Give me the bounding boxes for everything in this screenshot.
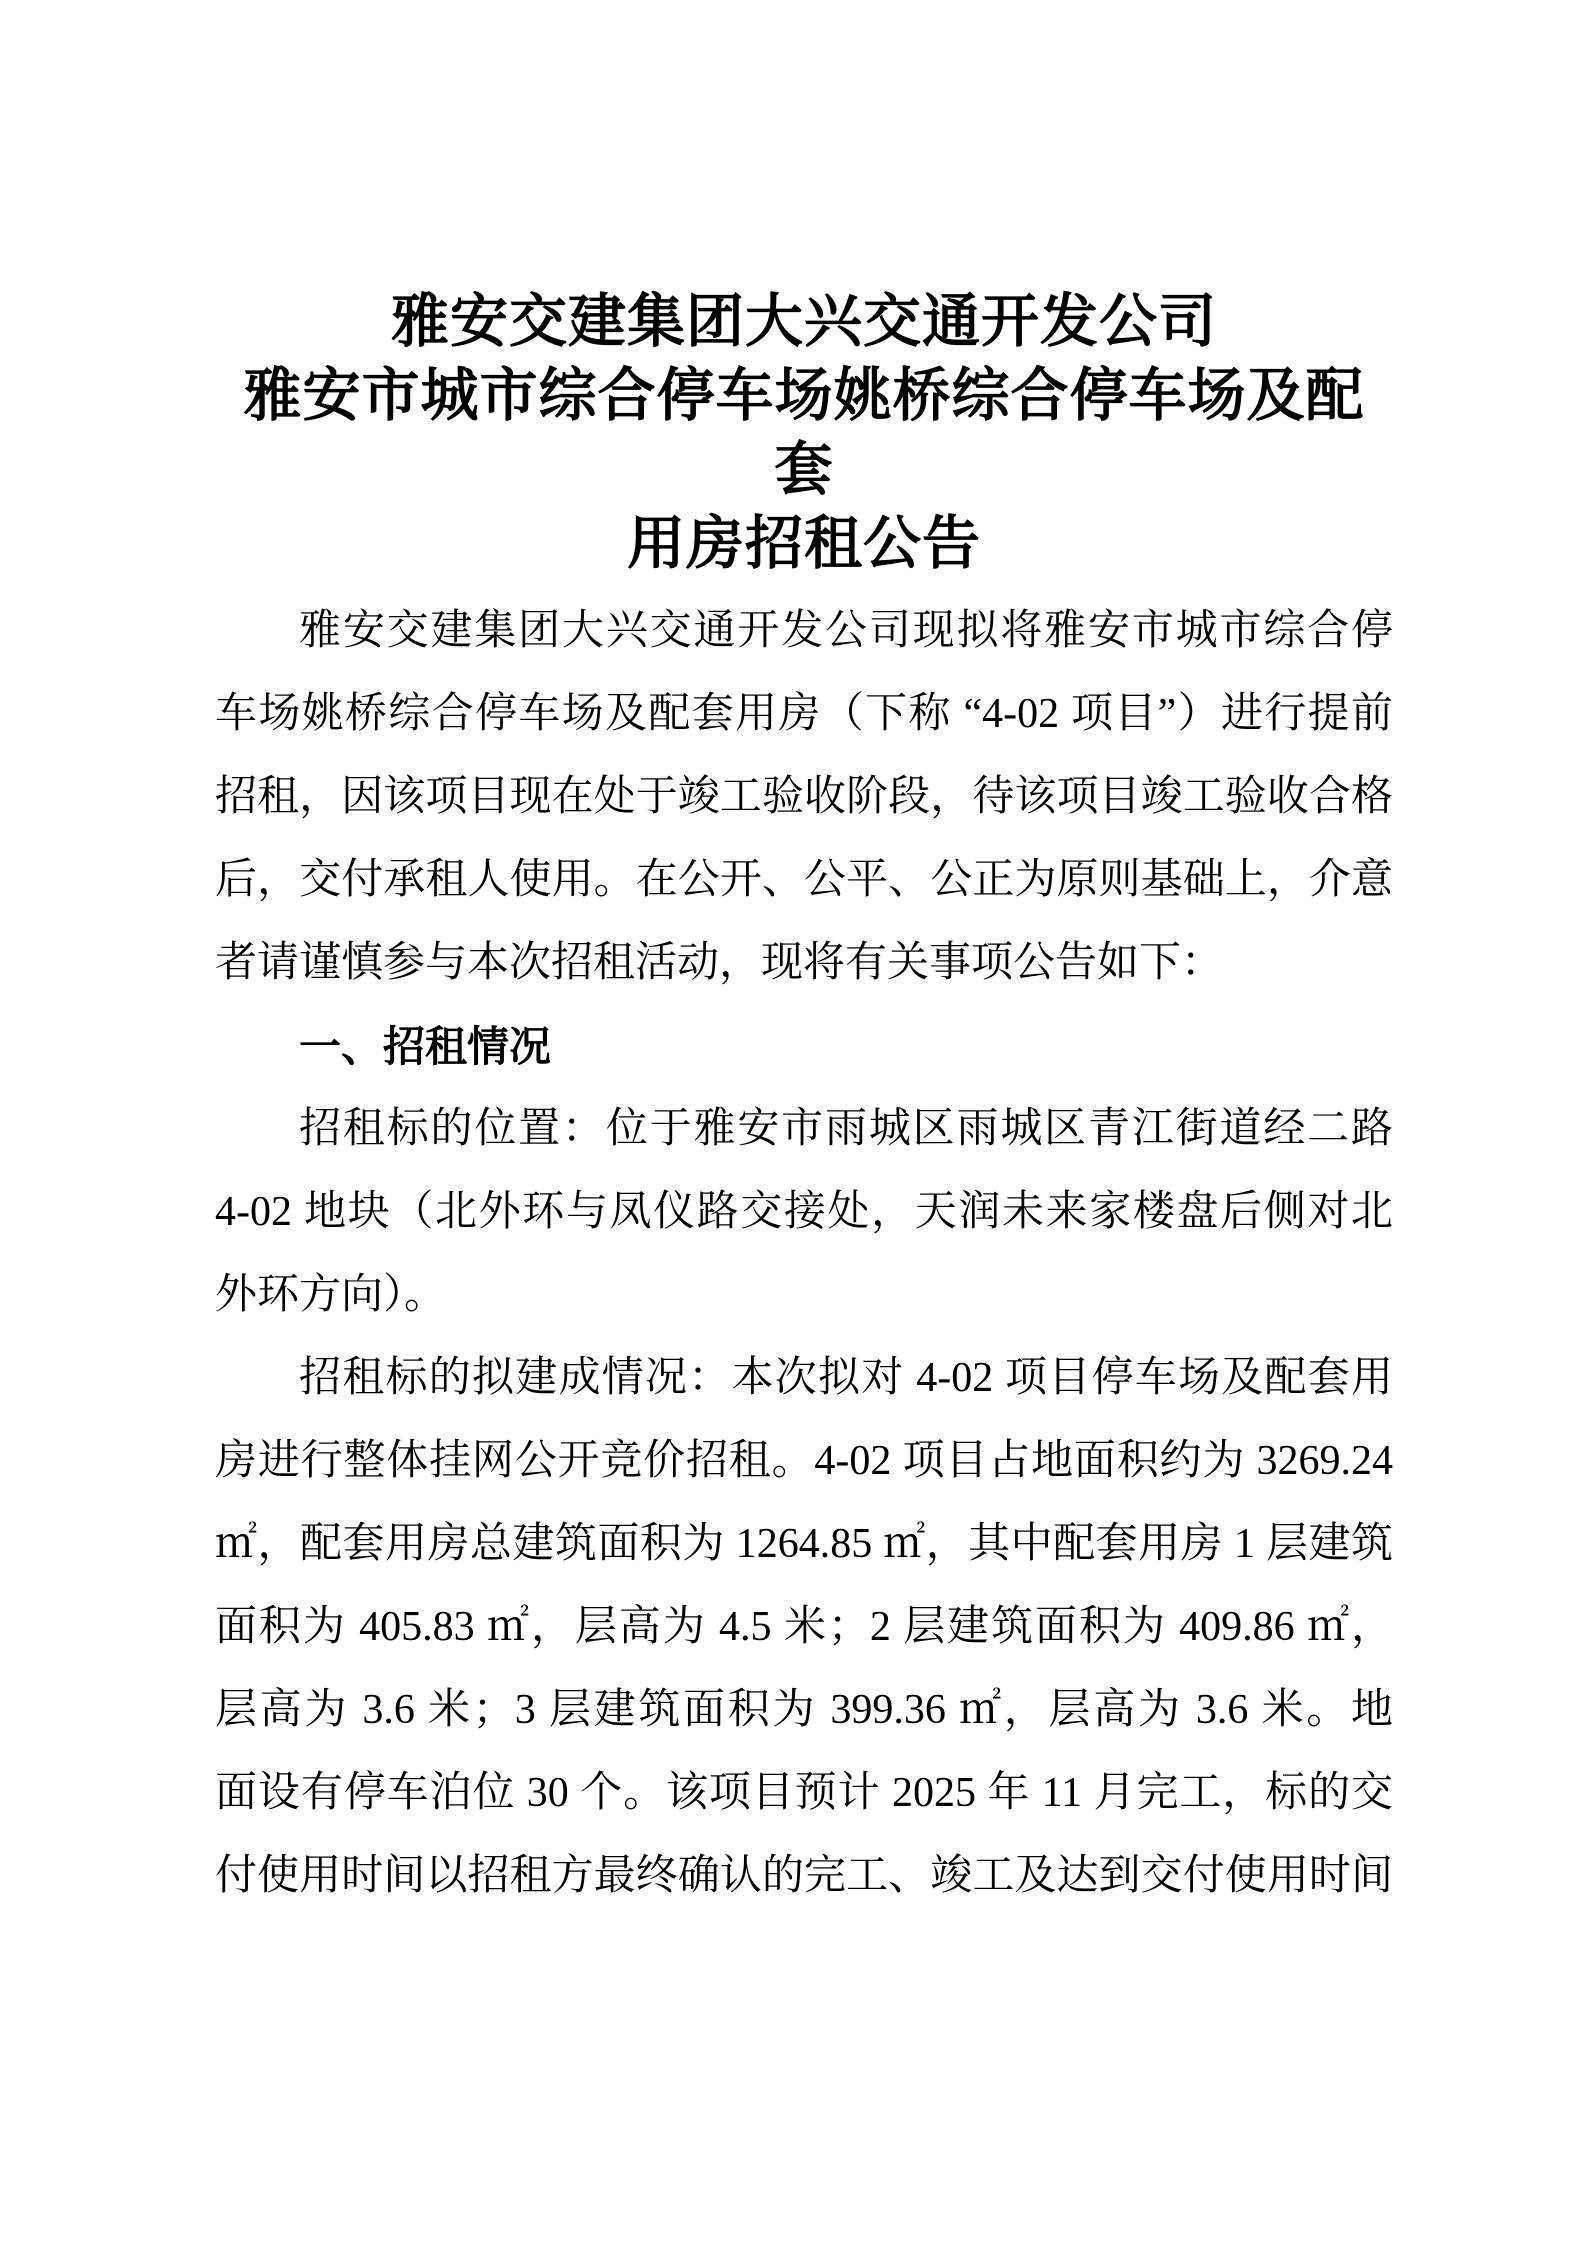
title-line-3: 用房招租公告 [626,511,981,576]
intro-paragraph-line: 招租，因该项目现在处于竣工验收阶段，待该项目竣工验收合格 [215,774,1393,820]
construction-paragraph-line: 面积为 405.83 ㎡，层高为 4.5 米；2 层建筑面积为 409.86 ㎡， [215,1604,1393,1650]
intro-paragraph-line: 后，交付承租人使用。在公开、公平、公正为原则基础上，介意 [215,857,1393,903]
title-line-1: 雅安交建集团大兴交通开发公司 [390,289,1217,354]
location-paragraph-line: 外环方向）。 [215,1272,447,1318]
title-line-2: 雅安市城市综合停车场姚桥综合停车场及配套 [243,363,1365,502]
construction-paragraph-line: 面设有停车泊位 30 个。该项目预计 2025 年 11 月完工，标的交 [215,1770,1393,1816]
document-body [215,590,1393,1918]
construction-paragraph-line: 招租标的拟建成情况：本次拟对 4-02 项目停车场及配套用 [299,1355,1393,1401]
intro-paragraph-line: 雅安交建集团大兴交通开发公司现拟将雅安市城市综合停 [299,608,1393,654]
construction-paragraph-line: 房进行整体挂网公开竞价招租。4-02 项目占地面积约为 3269.24 [215,1438,1393,1484]
intro-paragraph-line: 者请谨慎参与本次招租活动，现将有关事项公告如下： [215,940,1224,986]
location-paragraph-line: 4-02 地块（北外环与凤仪路交接处，天润未来家楼盘后侧对北 [215,1189,1393,1235]
construction-paragraph-line: 层高为 3.6 米；3 层建筑面积为 399.36 ㎡，层高为 3.6 米。地 [215,1687,1393,1733]
intro-paragraph-line: 车场姚桥综合停车场及配套用房（下称 “4-02 项目”）进行提前 [215,691,1393,737]
construction-paragraph-line: ㎡，配套用房总建筑面积为 1264.85 ㎡，其中配套用房 1 层建筑 [215,1521,1393,1567]
section1-heading: 一、招租情况 [299,1023,552,1070]
location-paragraph-line: 招租标的位置：位于雅安市雨城区雨城区青江街道经二路 [299,1106,1393,1152]
document-title [215,285,1393,581]
construction-paragraph-line: 付使用时间以招租方最终确认的完工、竣工及达到交付使用时间 [215,1853,1393,1899]
